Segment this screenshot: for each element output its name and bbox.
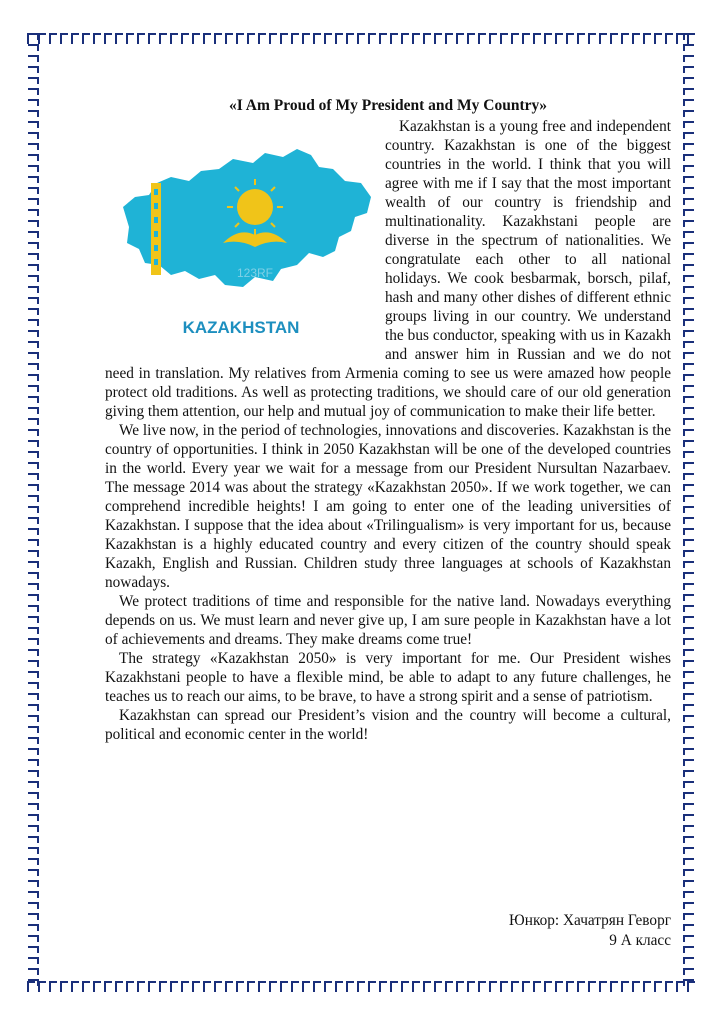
signature-block [509, 911, 671, 951]
document-title: «I Am Proud of My President and My Country» [228, 97, 548, 114]
image-caption: KAZAKHSTAN [182, 318, 300, 337]
map-flag-icon [105, 119, 377, 347]
paragraph-3: We protect traditions of time and responsible for the native land. Nowadays everything depends on us. We must learn and never give up, I am sure people in Kazakhstan have a lot of achievements and dreams. They make dreams come true! [105, 593, 671, 648]
author-line: Юнкор: Хачатрян Геворг [509, 912, 671, 929]
paragraph-2: We live now, in the period of technologies, innovations and discoveries. Kazakhstan is the country of opportunities. I think in 2050 Kazakhstan will be one of the developed countries in the world. Every year we wait for a message from our President Nursultan Nazarbaev. The message 2014 was about the strategy «Kazakhstan 2050». If we work together, we can comprehend incredible heights! I am going to enter one of the leading universities of Kazakhstan. I suppose that the idea about «Trilingualism» is very important for us, because Kazakhstan is a highly educated country and every citizen of the country should speak Kazakh, English and Russian. Children study three languages at schools of Kazakhstan nowadays. [105, 422, 671, 591]
paragraph-5: Kazakhstan can spread our President’s vision and the country will become a cultural, political and economic center in the world! [105, 707, 671, 743]
document-page [105, 95, 671, 955]
image-watermark: 123RF [236, 266, 274, 280]
paragraph-1: Kazakhstan is a young free and independent country. Kazakhstan is one of the biggest countries in the world. I think that you will agree with me if I say that the most important wealth of our country is friendship and multinationality. Kazakhstani people are diverse in the spectrum of nationalities. We congratulate each other to all national holidays. We cook besbarmak, borsch, pilaf, hash and many other dishes of different ethnic groups living in our country. We understand the bus conductor, speaking with us in Kazakh and answer him in Russian and we do not need in translation. My relatives from Armenia coming to see us were amazed how people protect old traditions. As well as protecting traditions, we should care of our old generation giving them attention, our help and mutual joy of communication to make their life better. [105, 118, 671, 420]
kazakhstan-map-image [105, 119, 377, 347]
class-line: 9 А класс [609, 932, 671, 949]
paragraph-4: The strategy «Kazakhstan 2050» is very important for me. Our President wishes Kazakhstani people to have a flexible mind, be able to adapt to any future challenges, he teaches us to reach our aims, to be brave, to have a strong spirit and a sense of patriotism. [105, 650, 671, 705]
